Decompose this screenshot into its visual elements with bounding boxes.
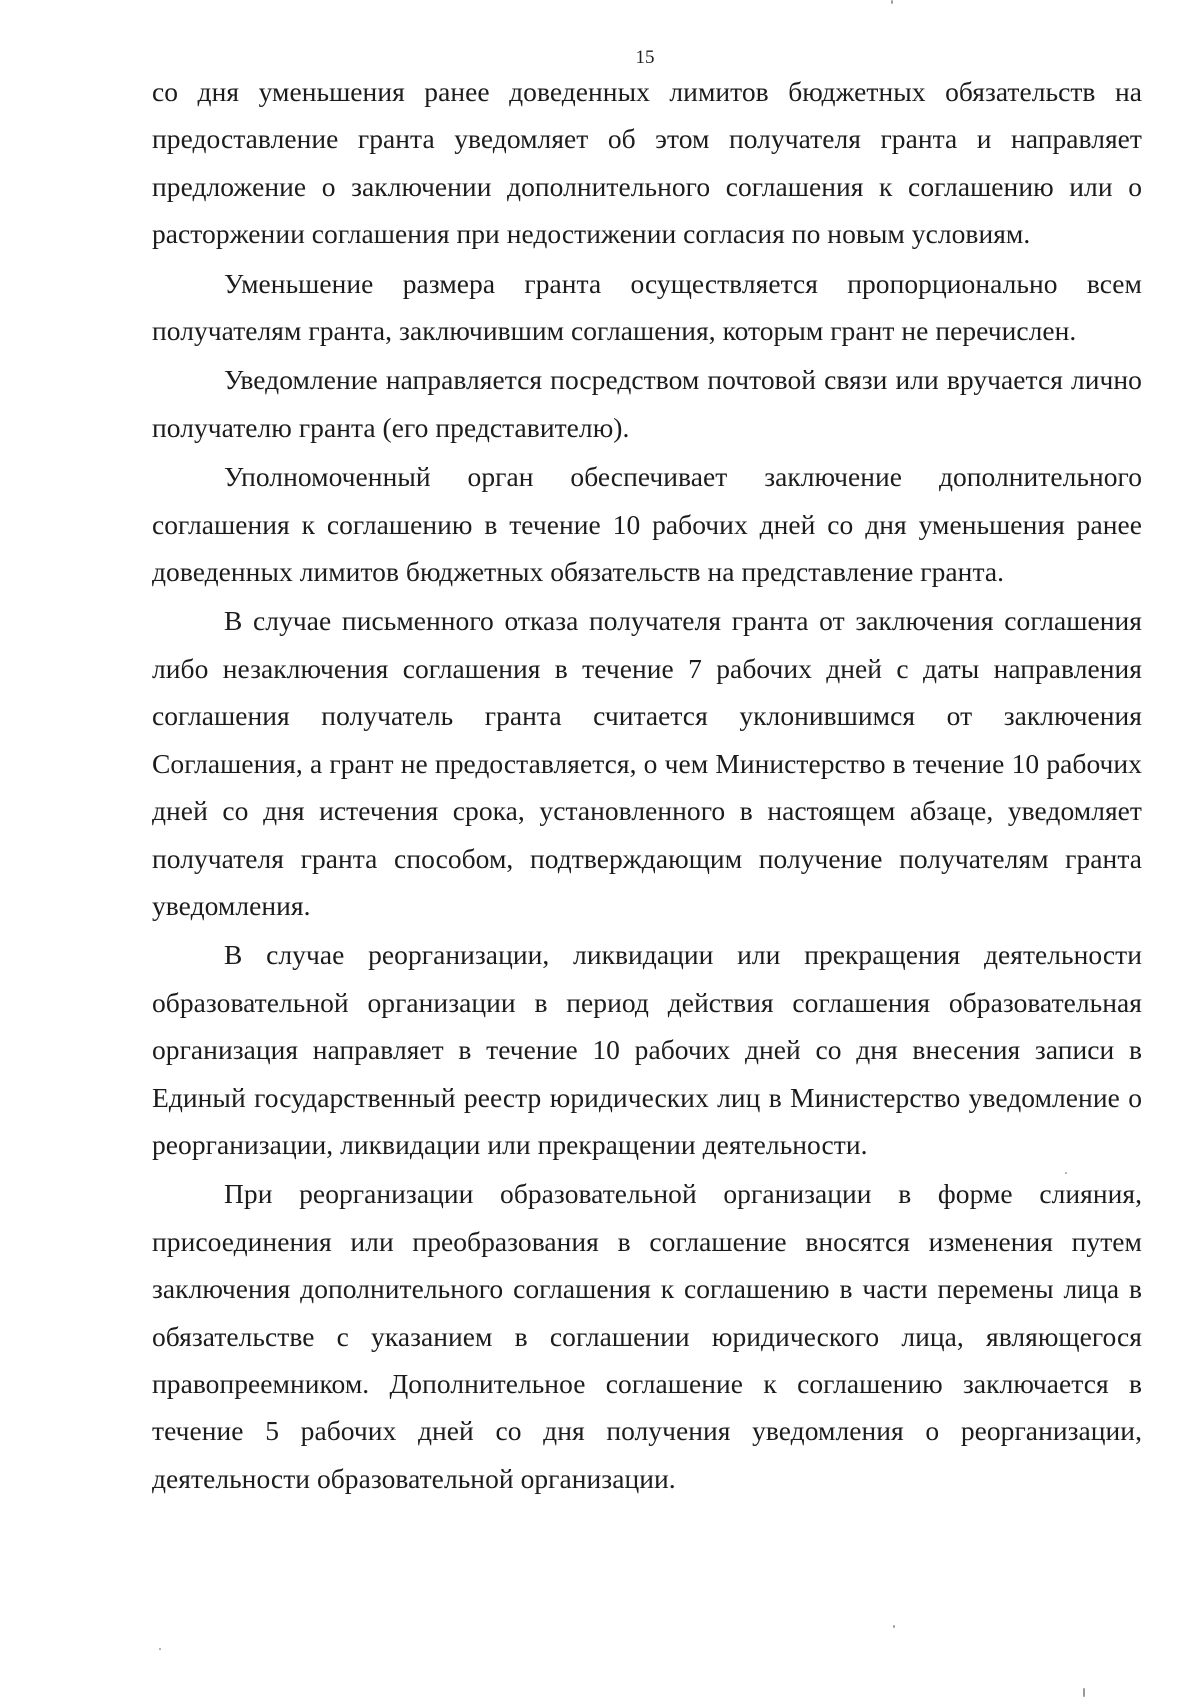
scan-speck — [1083, 1688, 1085, 1697]
scan-speck — [893, 1625, 895, 1628]
paragraph-refusal: В случае письменного отказа получателя гранта от заключения соглашения либо незаключения соглашения в течение 7 рабочих дней с даты направления соглашения получатель гранта считается уклонившимся от заключения Соглашения, а грант не предоставляется, о чем Министерство в течение 10 рабочих дней со дня истечения срока, установленного в настоящем абзаце, уведомляет получателя гранта способом, подтверждающим получение получателям гранта уведомления. — [152, 605, 1142, 921]
scan-speck — [891, 0, 893, 4]
document-body — [152, 68, 1142, 1504]
paragraph-grant-reduction: Уменьшение размера гранта осуществляется пропорционально всем получателям гранта, заключившим соглашения, которым грант не перечислен. — [152, 267, 1142, 347]
page-number: 15 — [635, 47, 655, 68]
scan-speck — [159, 1648, 161, 1650]
paragraph-reorganization-notice: В случае реорганизации, ликвидации или прекращения деятельности образовательной организации в период действия соглашения образовательная организация направляет в течение 10 рабочих дней со дня внесения записи в Единый государственный реестр юридических лиц в Министерство уведомление о реорганизации, ликвидации или прекращении деятельности. — [152, 939, 1142, 1160]
scan-speck — [1065, 1172, 1067, 1174]
paragraph-continuation: со дня уменьшения ранее доведенных лимитов бюджетных обязательств на предоставление гранта уведомляет об этом получателя гранта и направляет предложение о заключении дополнительного соглашения к соглашению или о расторжении соглашения при недостижении согласия по новым условиям. — [152, 76, 1142, 250]
paragraph-additional-agreement: Уполномоченный орган обеспечивает заключение дополнительного соглашения к соглашению в течение 10 рабочих дней со дня уменьшения ранее доведенных лимитов бюджетных обязательств на представление гранта. — [152, 461, 1142, 588]
paragraph-notification-delivery: Уведомление направляется посредством почтовой связи или вручается лично получателю гранта (его представителю). — [152, 364, 1142, 443]
paragraph-reorganization-changes: При реорганизации образовательной организации в форме слияния, присоединения или преобразования в соглашение вносятся изменения путем заключения дополнительного соглашения к соглашению в части перемены лица в обязательстве с указанием в соглашении юридического лица, являющегося правопреемником. Дополнительное соглашение к соглашению заключается в течение 5 рабочих дней со дня получения уведомления о реорганизации, деятельности образовательной организации. — [152, 1178, 1142, 1494]
